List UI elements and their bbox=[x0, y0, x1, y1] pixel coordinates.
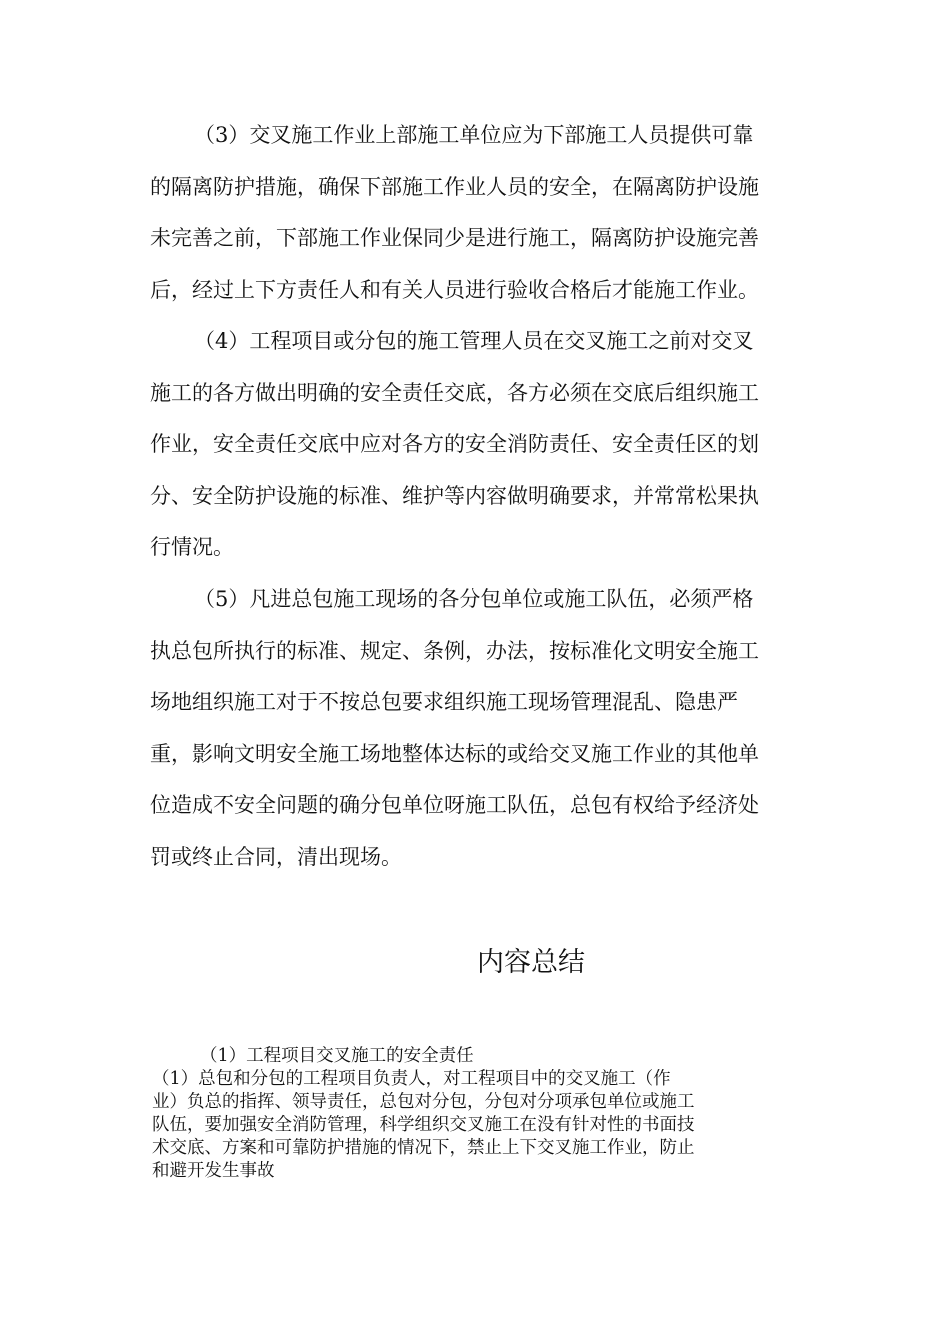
paragraph-line: 场地组织施工对于不按总包要求组织施工现场管理混乱、隐患严 bbox=[150, 690, 738, 715]
summary-line: 队伍，要加强安全消防管理，科学组织交叉施工在没有针对性的书面技 bbox=[152, 1115, 695, 1135]
paragraph-line: 执总包所执行的标准、规定、条例，办法，按标准化文明安全施工 bbox=[150, 638, 759, 663]
paragraph-3 bbox=[150, 110, 810, 316]
paragraph-line: 重，影响文明安全施工场地整体达标的或给交叉施工作业的其他单 bbox=[150, 741, 759, 766]
summary-line: （1）总包和分包的工程项目负责人，对工程项目中的交叉施工（作 bbox=[152, 1069, 671, 1089]
paragraph-line: （4）工程项目或分包的施工管理人员在交叉施工之前对交叉 bbox=[194, 329, 754, 353]
paragraph-line: 分、安全防护设施的标准、维护等内容做明确要求，并常常松果执 bbox=[150, 483, 759, 508]
paragraph-line: 未完善之前，下部施工作业保同少是进行施工，隔离防护设施完善 bbox=[150, 226, 759, 251]
paragraph-4 bbox=[150, 316, 810, 574]
paragraph-line: （5）凡进总包施工现场的各分包单位或施工队伍，必须严格 bbox=[194, 587, 754, 611]
summary-line: 业）负总的指挥、领导责任，总包对分包，分包对分项承包单位或施工 bbox=[152, 1092, 695, 1112]
summary-block bbox=[152, 1045, 812, 1183]
paragraph-line: 的隔离防护措施，确保下部施工作业人员的安全，在隔离防护设施 bbox=[150, 174, 759, 199]
paragraph-line: 施工的各方做出明确的安全责任交底，各方必须在交底后组织施工 bbox=[150, 380, 759, 405]
paragraph-line: 罚或终止合同，清出现场。 bbox=[150, 844, 402, 869]
summary-heading: 内容总结 bbox=[477, 947, 585, 978]
paragraph-line: （3）交叉施工作业上部施工单位应为下部施工人员提供可靠 bbox=[194, 123, 754, 147]
paragraph-line: 行情况。 bbox=[150, 535, 234, 560]
paragraph-line: 后，经过上下方责任人和有关人员进行验收合格后才能施工作业。 bbox=[150, 277, 759, 302]
paragraph-line: 作业，安全责任交底中应对各方的安全消防责任、安全责任区的划 bbox=[150, 432, 759, 457]
paragraph-line: 位造成不安全问题的确分包单位呀施工队伍，总包有权给予经济处 bbox=[150, 793, 759, 818]
summary-line: 和避开发生事故 bbox=[152, 1161, 275, 1181]
summary-subtitle: （1）工程项目交叉施工的安全责任 bbox=[200, 1046, 474, 1066]
paragraph-5 bbox=[150, 574, 810, 884]
summary-line: 术交底、方案和可靠防护措施的情况下，禁止上下交叉施工作业，防止 bbox=[152, 1138, 695, 1158]
